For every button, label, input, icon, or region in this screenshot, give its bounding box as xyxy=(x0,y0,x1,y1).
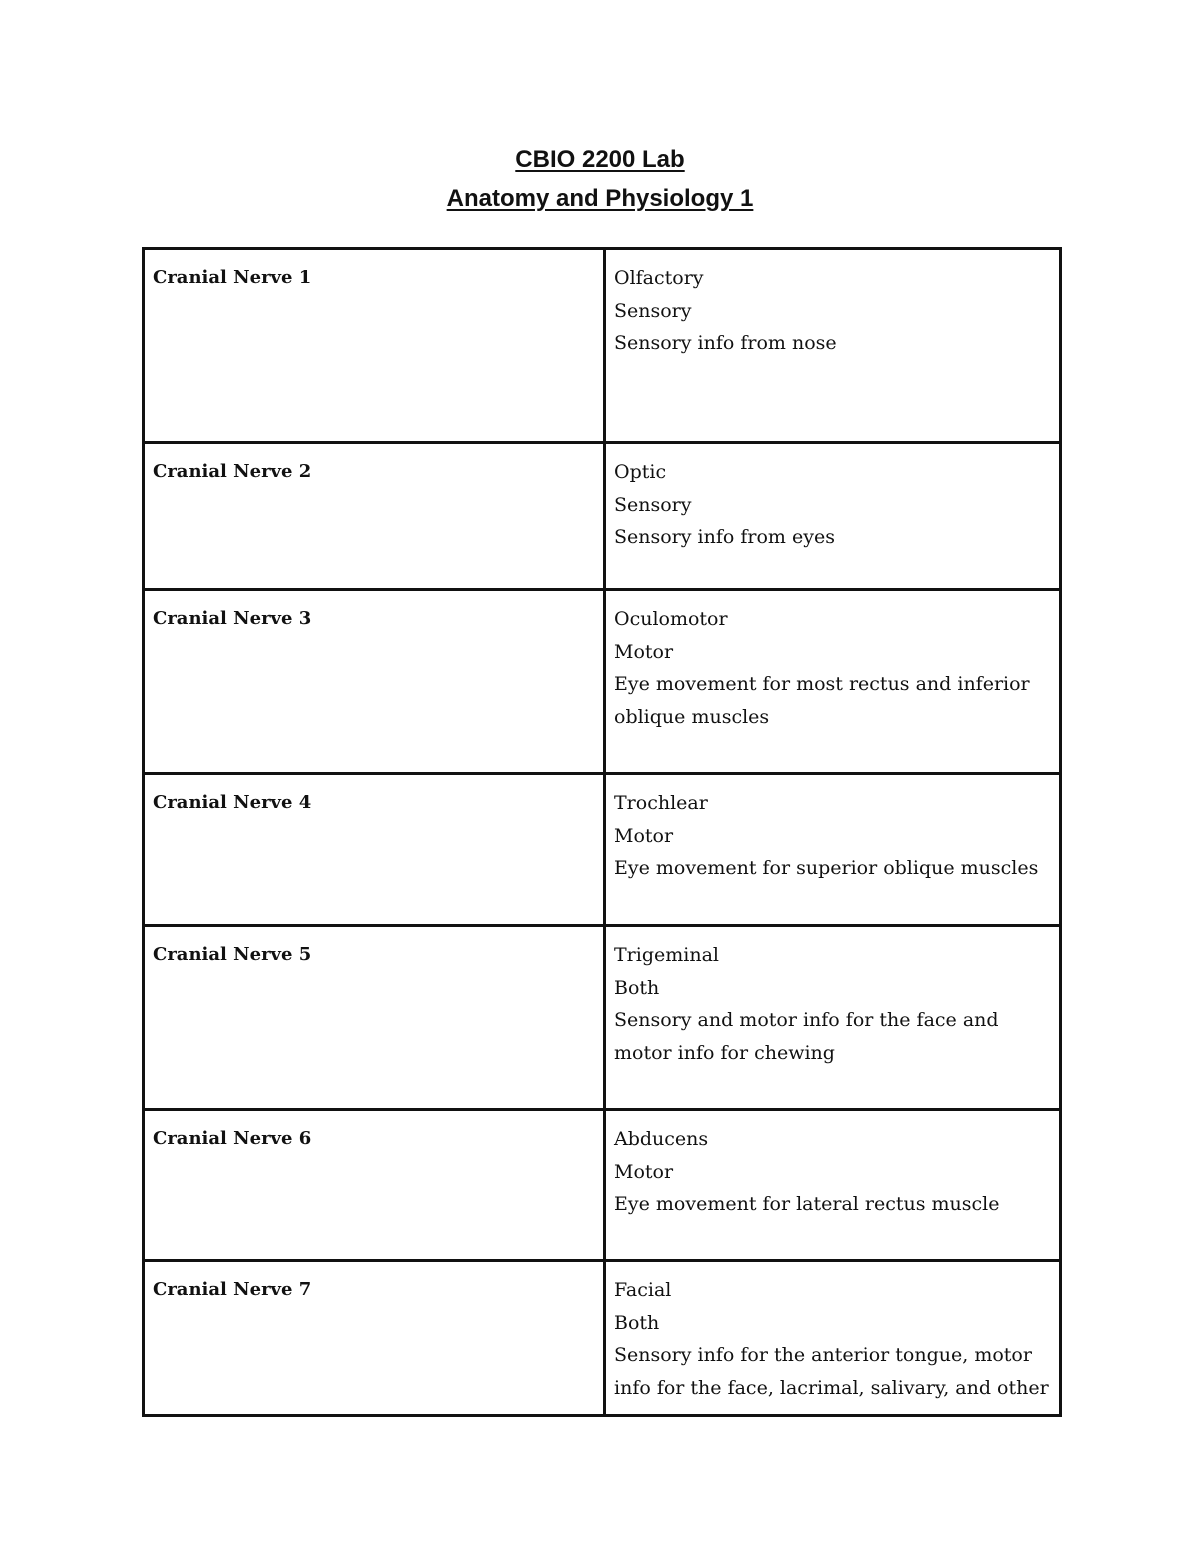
nerve-number-cell xyxy=(144,1110,605,1261)
table-row xyxy=(144,590,1061,774)
nerve-number-cell xyxy=(144,249,605,443)
nerve-type: Motor xyxy=(614,824,674,847)
nerve-number: Cranial Nerve 1 xyxy=(153,267,312,288)
nerve-details-cell xyxy=(605,926,1061,1110)
cranial-nerves-table xyxy=(142,247,1062,1417)
nerve-type: Both xyxy=(614,1311,660,1334)
course-title: CBIO 2200 Lab xyxy=(515,146,685,173)
nerve-number: Cranial Nerve 7 xyxy=(153,1279,312,1300)
nerve-number: Cranial Nerve 2 xyxy=(153,461,312,482)
nerve-name: Abducens xyxy=(614,1128,709,1150)
table-row xyxy=(144,1110,1061,1261)
nerve-name: Trochlear xyxy=(614,792,708,814)
nerve-details-cell xyxy=(605,1261,1061,1416)
nerve-function: Eye movement for superior oblique muscles xyxy=(614,857,1039,880)
nerve-number: Cranial Nerve 4 xyxy=(153,792,312,813)
table-row xyxy=(144,249,1061,443)
table-row xyxy=(144,774,1061,926)
nerve-number-cell xyxy=(144,590,605,774)
subject-title: Anatomy and Physiology 1 xyxy=(446,185,754,212)
nerve-number: Cranial Nerve 6 xyxy=(153,1128,312,1149)
nerve-number-cell xyxy=(144,774,605,926)
nerve-number-cell xyxy=(144,926,605,1110)
nerve-type: Sensory xyxy=(614,493,692,516)
nerve-function: Sensory info for the anterior tongue, motor info for the face, lacrimal, salivary, and other xyxy=(614,1344,1049,1399)
nerve-details-cell xyxy=(605,590,1061,774)
nerve-name: Optic xyxy=(614,461,667,483)
nerve-type: Sensory xyxy=(614,299,692,322)
nerve-name: Oculomotor xyxy=(614,608,728,630)
nerve-name: Trigeminal xyxy=(614,944,719,966)
table-row xyxy=(144,1261,1061,1416)
nerve-details-cell xyxy=(605,1110,1061,1261)
nerve-number-cell xyxy=(144,443,605,590)
nerve-details-cell xyxy=(605,249,1061,443)
table-row xyxy=(144,926,1061,1110)
nerve-name: Facial xyxy=(614,1279,672,1301)
nerve-function: Sensory info from eyes xyxy=(614,526,835,549)
nerve-name: Olfactory xyxy=(614,267,704,289)
nerve-type: Motor xyxy=(614,640,674,663)
nerve-function: Eye movement for lateral rectus muscle xyxy=(614,1193,1000,1216)
nerve-function: Sensory and motor info for the face and motor info for chewing xyxy=(614,1009,999,1064)
table-row xyxy=(144,443,1061,590)
nerve-function: Eye movement for most rectus and inferior oblique muscles xyxy=(614,673,1030,728)
nerve-number-cell xyxy=(144,1261,605,1416)
nerve-type: Both xyxy=(614,976,660,999)
nerve-details-cell xyxy=(605,774,1061,926)
nerve-number: Cranial Nerve 5 xyxy=(153,944,312,965)
nerve-number: Cranial Nerve 3 xyxy=(153,608,312,629)
nerve-function: Sensory info from nose xyxy=(614,332,837,355)
nerve-type: Motor xyxy=(614,1160,674,1183)
document-title xyxy=(0,140,1200,218)
nerve-details-cell xyxy=(605,443,1061,590)
